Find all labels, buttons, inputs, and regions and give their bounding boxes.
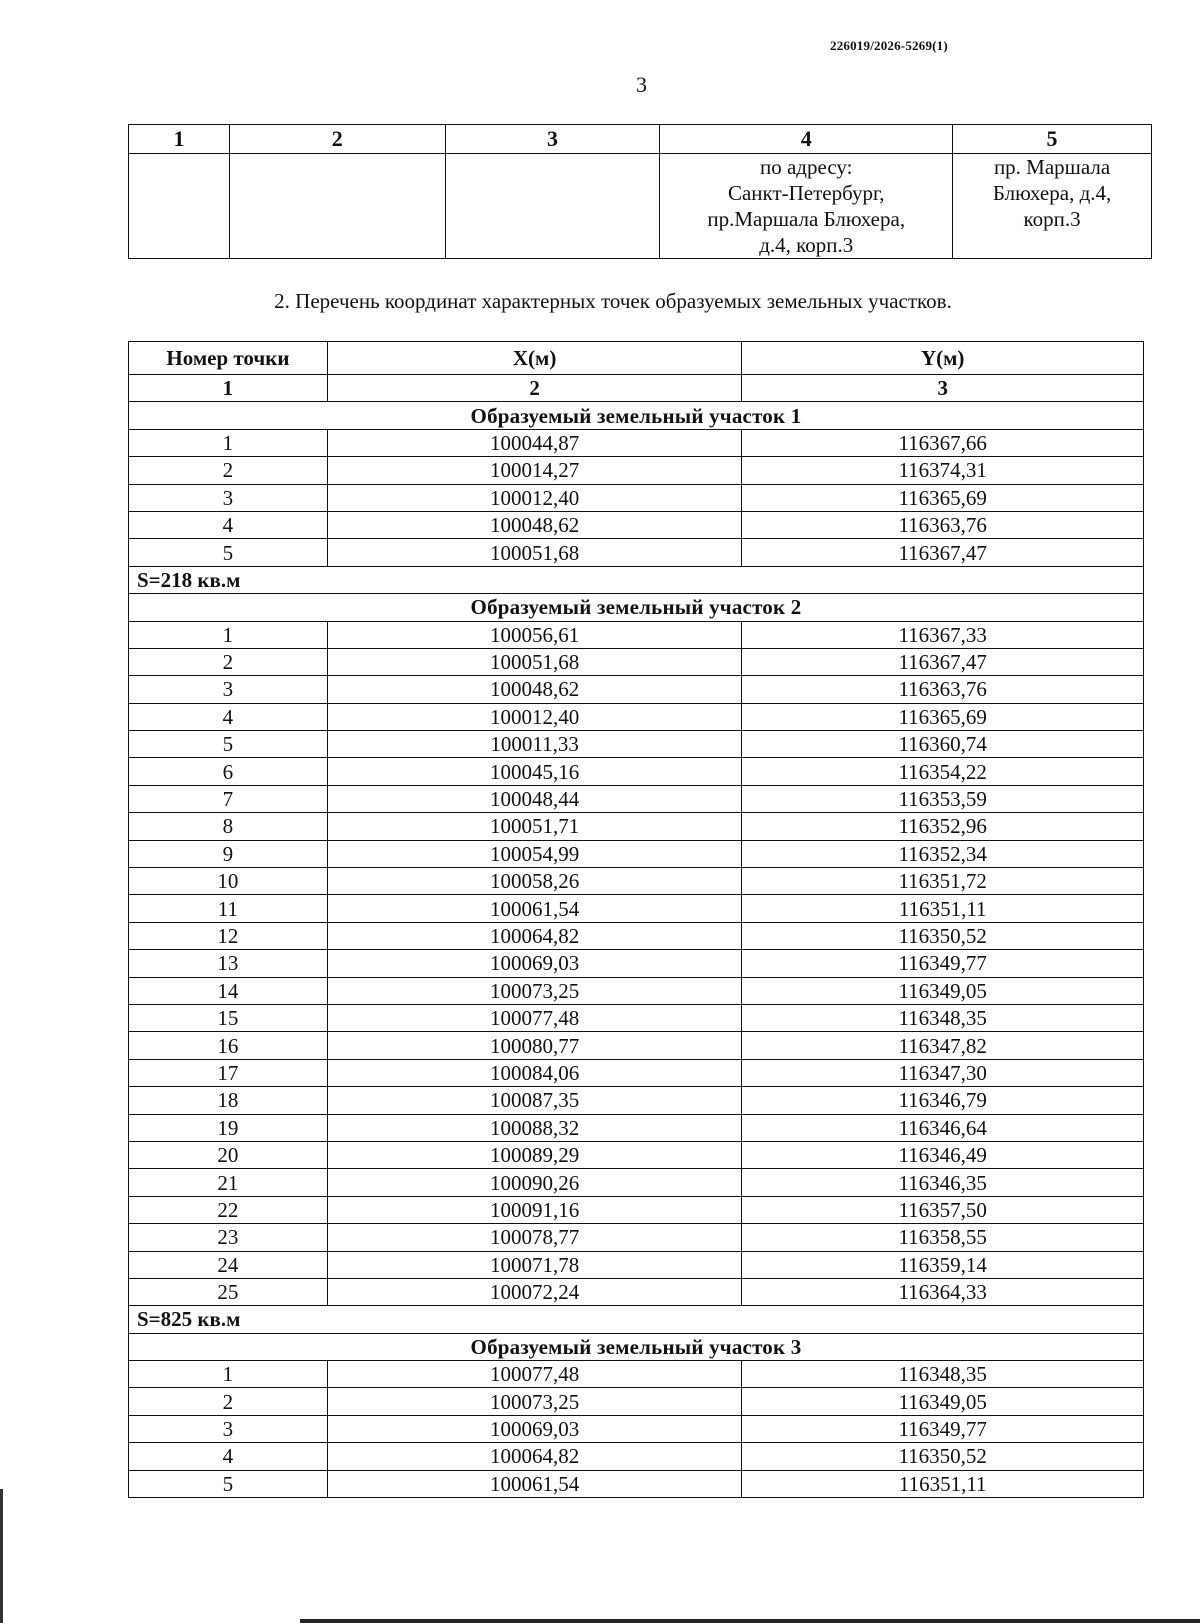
table-row (129, 648, 1144, 675)
y-coordinate-cell: 116352,96 (742, 813, 1144, 840)
point-number-cell: 1 (129, 1361, 328, 1388)
point-number-cell: 10 (129, 868, 328, 895)
x-coordinate-cell: 100014,27 (327, 457, 742, 484)
table-row (129, 1361, 1144, 1388)
x-coordinate-cell: 100091,16 (327, 1196, 742, 1223)
y-coordinate-cell: 116351,11 (742, 1470, 1144, 1497)
y-coordinate-cell: 116367,47 (742, 648, 1144, 675)
table-cell (229, 154, 445, 259)
point-number-cell: 22 (129, 1196, 328, 1223)
point-number-cell: 4 (129, 1443, 328, 1470)
point-number-cell: 3 (129, 676, 328, 703)
x-coordinate-cell: 100087,35 (327, 1087, 742, 1114)
point-number-cell: 3 (129, 1415, 328, 1442)
point-number-cell: 9 (129, 840, 328, 867)
column-number-cell: 3 (742, 375, 1144, 402)
table-row (129, 758, 1144, 785)
point-number-cell: 13 (129, 950, 328, 977)
point-number-cell: 15 (129, 1004, 328, 1031)
table-row (129, 1032, 1144, 1059)
x-coordinate-cell: 100054,99 (327, 840, 742, 867)
parcel-area-row (129, 566, 1144, 593)
point-number-cell: 25 (129, 1278, 328, 1305)
x-coordinate-cell: 100069,03 (327, 1415, 742, 1442)
y-coordinate-cell: 116360,74 (742, 731, 1144, 758)
point-number-cell: 2 (129, 648, 328, 675)
table-row (129, 1470, 1144, 1497)
parcel-title: Образуемый земельный участок 3 (129, 1333, 1144, 1360)
x-coordinate-cell: 100078,77 (327, 1224, 742, 1251)
point-number-cell: 6 (129, 758, 328, 785)
y-coordinate-cell: 116349,77 (742, 950, 1144, 977)
x-coordinate-cell: 100056,61 (327, 621, 742, 648)
x-coordinate-cell: 100064,82 (327, 1443, 742, 1470)
table-row (129, 1087, 1144, 1114)
y-coordinate-cell: 116346,49 (742, 1141, 1144, 1168)
parcel-title: Образуемый земельный участок 2 (129, 594, 1144, 621)
y-coordinate-cell: 116352,34 (742, 840, 1144, 867)
point-number-cell: 4 (129, 703, 328, 730)
y-coordinate-cell: 116367,47 (742, 539, 1144, 566)
table-row (129, 457, 1144, 484)
document-id: 226019/2026-5269(1) (830, 38, 948, 53)
y-coordinate-cell: 116365,69 (742, 484, 1144, 511)
table-row (129, 1141, 1144, 1168)
x-coordinate-cell: 100012,40 (327, 703, 742, 730)
x-coordinate-cell: 100051,71 (327, 813, 742, 840)
table-row (129, 1443, 1144, 1470)
column-number-cell: 2 (229, 125, 445, 154)
table-row (129, 977, 1144, 1004)
point-number-cell: 1 (129, 429, 328, 456)
point-number-header: Номер точки (129, 342, 328, 375)
column-number-row (129, 375, 1144, 402)
table-row (129, 731, 1144, 758)
point-number-cell: 12 (129, 922, 328, 949)
x-coordinate-cell: 100048,62 (327, 511, 742, 538)
point-number-cell: 2 (129, 1388, 328, 1415)
table-row (129, 429, 1144, 456)
x-coordinate-cell: 100064,82 (327, 922, 742, 949)
point-number-cell: 5 (129, 731, 328, 758)
y-coordinate-cell: 116349,77 (742, 1415, 1144, 1442)
x-coordinate-cell: 100073,25 (327, 1388, 742, 1415)
y-coordinate-cell: 116367,66 (742, 429, 1144, 456)
point-number-cell: 14 (129, 977, 328, 1004)
point-number-cell: 20 (129, 1141, 328, 1168)
table-row (129, 895, 1144, 922)
point-number-cell: 11 (129, 895, 328, 922)
x-coordinate-cell: 100084,06 (327, 1059, 742, 1086)
table-row (129, 1196, 1144, 1223)
y-coordinate-cell: 116364,33 (742, 1278, 1144, 1305)
point-number-cell: 5 (129, 539, 328, 566)
x-coordinate-cell: 100058,26 (327, 868, 742, 895)
x-coordinate-cell: 100072,24 (327, 1278, 742, 1305)
point-number-cell: 18 (129, 1087, 328, 1114)
y-coordinate-cell: 116363,76 (742, 676, 1144, 703)
point-number-cell: 5 (129, 1470, 328, 1497)
point-number-cell: 17 (129, 1059, 328, 1086)
scan-bottom-rule (300, 1619, 1200, 1623)
x-coordinate-cell: 100088,32 (327, 1114, 742, 1141)
section-title: 2. Перечень координат характерных точек образуемых земельных участков. (274, 289, 952, 313)
page-number: 3 (636, 72, 647, 97)
table-row (129, 840, 1144, 867)
x-coordinate-cell: 100051,68 (327, 648, 742, 675)
y-coordinate-cell: 116347,82 (742, 1032, 1144, 1059)
column-number-cell: 2 (327, 375, 742, 402)
column-number-cell: 1 (129, 125, 230, 154)
y-coordinate-cell: 116363,76 (742, 511, 1144, 538)
table-cell (129, 154, 230, 259)
y-coordinate-cell: 116350,52 (742, 1443, 1144, 1470)
parcel-area: S=218 кв.м (129, 566, 1144, 593)
scan-edge-mark (0, 1489, 3, 1623)
point-number-cell: 2 (129, 457, 328, 484)
table-row (129, 539, 1144, 566)
y-coordinate-cell: 116348,35 (742, 1004, 1144, 1031)
table-row (129, 484, 1144, 511)
point-number-cell: 21 (129, 1169, 328, 1196)
coordinates-header-row (129, 342, 1144, 375)
point-number-cell: 8 (129, 813, 328, 840)
address-table-row (129, 154, 1152, 259)
parcel-title-row (129, 402, 1144, 429)
y-coordinate-cell: 116374,31 (742, 457, 1144, 484)
address-cell: по адресу: Санкт-Петербург, пр.Маршала Блюхера, д.4, корп.3 (660, 154, 953, 259)
table-row (129, 1278, 1144, 1305)
table-row (129, 1169, 1144, 1196)
point-number-cell: 7 (129, 785, 328, 812)
x-coordinate-cell: 100061,54 (327, 895, 742, 922)
parcel-area: S=825 кв.м (129, 1306, 1144, 1333)
table-row (129, 1224, 1144, 1251)
table-row (129, 511, 1144, 538)
table-row (129, 922, 1144, 949)
address-table (128, 124, 1152, 259)
point-number-cell: 4 (129, 511, 328, 538)
coordinates-body (129, 402, 1144, 1498)
x-coordinate-cell: 100077,48 (327, 1361, 742, 1388)
point-number-cell: 16 (129, 1032, 328, 1059)
x-coordinate-cell: 100048,62 (327, 676, 742, 703)
point-number-cell: 24 (129, 1251, 328, 1278)
column-number-cell: 5 (953, 125, 1152, 154)
y-coordinate-cell: 116357,50 (742, 1196, 1144, 1223)
x-coordinate-cell: 100073,25 (327, 977, 742, 1004)
y-coordinate-cell: 116351,11 (742, 895, 1144, 922)
y-coordinate-cell: 116367,33 (742, 621, 1144, 648)
table-cell (445, 154, 660, 259)
y-coordinate-cell: 116365,69 (742, 703, 1144, 730)
table-row (129, 1388, 1144, 1415)
y-header: Y(м) (742, 342, 1144, 375)
y-coordinate-cell: 116346,79 (742, 1087, 1144, 1114)
table-row (129, 1059, 1144, 1086)
x-coordinate-cell: 100011,33 (327, 731, 742, 758)
x-coordinate-cell: 100071,78 (327, 1251, 742, 1278)
x-header: X(м) (327, 342, 742, 375)
x-coordinate-cell: 100069,03 (327, 950, 742, 977)
y-coordinate-cell: 116354,22 (742, 758, 1144, 785)
y-coordinate-cell: 116350,52 (742, 922, 1144, 949)
table-row (129, 1004, 1144, 1031)
x-coordinate-cell: 100080,77 (327, 1032, 742, 1059)
y-coordinate-cell: 116349,05 (742, 977, 1144, 1004)
table-row (129, 785, 1144, 812)
parcel-title-row (129, 1333, 1144, 1360)
y-coordinate-cell: 116346,35 (742, 1169, 1144, 1196)
column-number-cell: 4 (660, 125, 953, 154)
table-row (129, 813, 1144, 840)
x-coordinate-cell: 100077,48 (327, 1004, 742, 1031)
table-row (129, 1114, 1144, 1141)
table-row (129, 676, 1144, 703)
column-number-cell: 1 (129, 375, 328, 402)
y-coordinate-cell: 116351,72 (742, 868, 1144, 895)
coordinates-table (128, 341, 1144, 1498)
y-coordinate-cell: 116358,55 (742, 1224, 1144, 1251)
x-coordinate-cell: 100090,26 (327, 1169, 742, 1196)
y-coordinate-cell: 116349,05 (742, 1388, 1144, 1415)
parcel-title-row (129, 594, 1144, 621)
column-number-cell: 3 (445, 125, 660, 154)
street-cell: пр. Маршала Блюхера, д.4, корп.3 (953, 154, 1152, 259)
table-row (129, 1415, 1144, 1442)
x-coordinate-cell: 100045,16 (327, 758, 742, 785)
address-table-header-row (129, 125, 1152, 154)
y-coordinate-cell: 116359,14 (742, 1251, 1144, 1278)
x-coordinate-cell: 100044,87 (327, 429, 742, 456)
x-coordinate-cell: 100089,29 (327, 1141, 742, 1168)
point-number-cell: 3 (129, 484, 328, 511)
table-row (129, 868, 1144, 895)
point-number-cell: 23 (129, 1224, 328, 1251)
parcel-title: Образуемый земельный участок 1 (129, 402, 1144, 429)
table-row (129, 1251, 1144, 1278)
y-coordinate-cell: 116347,30 (742, 1059, 1144, 1086)
table-row (129, 703, 1144, 730)
x-coordinate-cell: 100051,68 (327, 539, 742, 566)
x-coordinate-cell: 100048,44 (327, 785, 742, 812)
y-coordinate-cell: 116348,35 (742, 1361, 1144, 1388)
table-row (129, 621, 1144, 648)
x-coordinate-cell: 100012,40 (327, 484, 742, 511)
point-number-cell: 19 (129, 1114, 328, 1141)
y-coordinate-cell: 116353,59 (742, 785, 1144, 812)
parcel-area-row (129, 1306, 1144, 1333)
y-coordinate-cell: 116346,64 (742, 1114, 1144, 1141)
point-number-cell: 1 (129, 621, 328, 648)
x-coordinate-cell: 100061,54 (327, 1470, 742, 1497)
table-row (129, 950, 1144, 977)
